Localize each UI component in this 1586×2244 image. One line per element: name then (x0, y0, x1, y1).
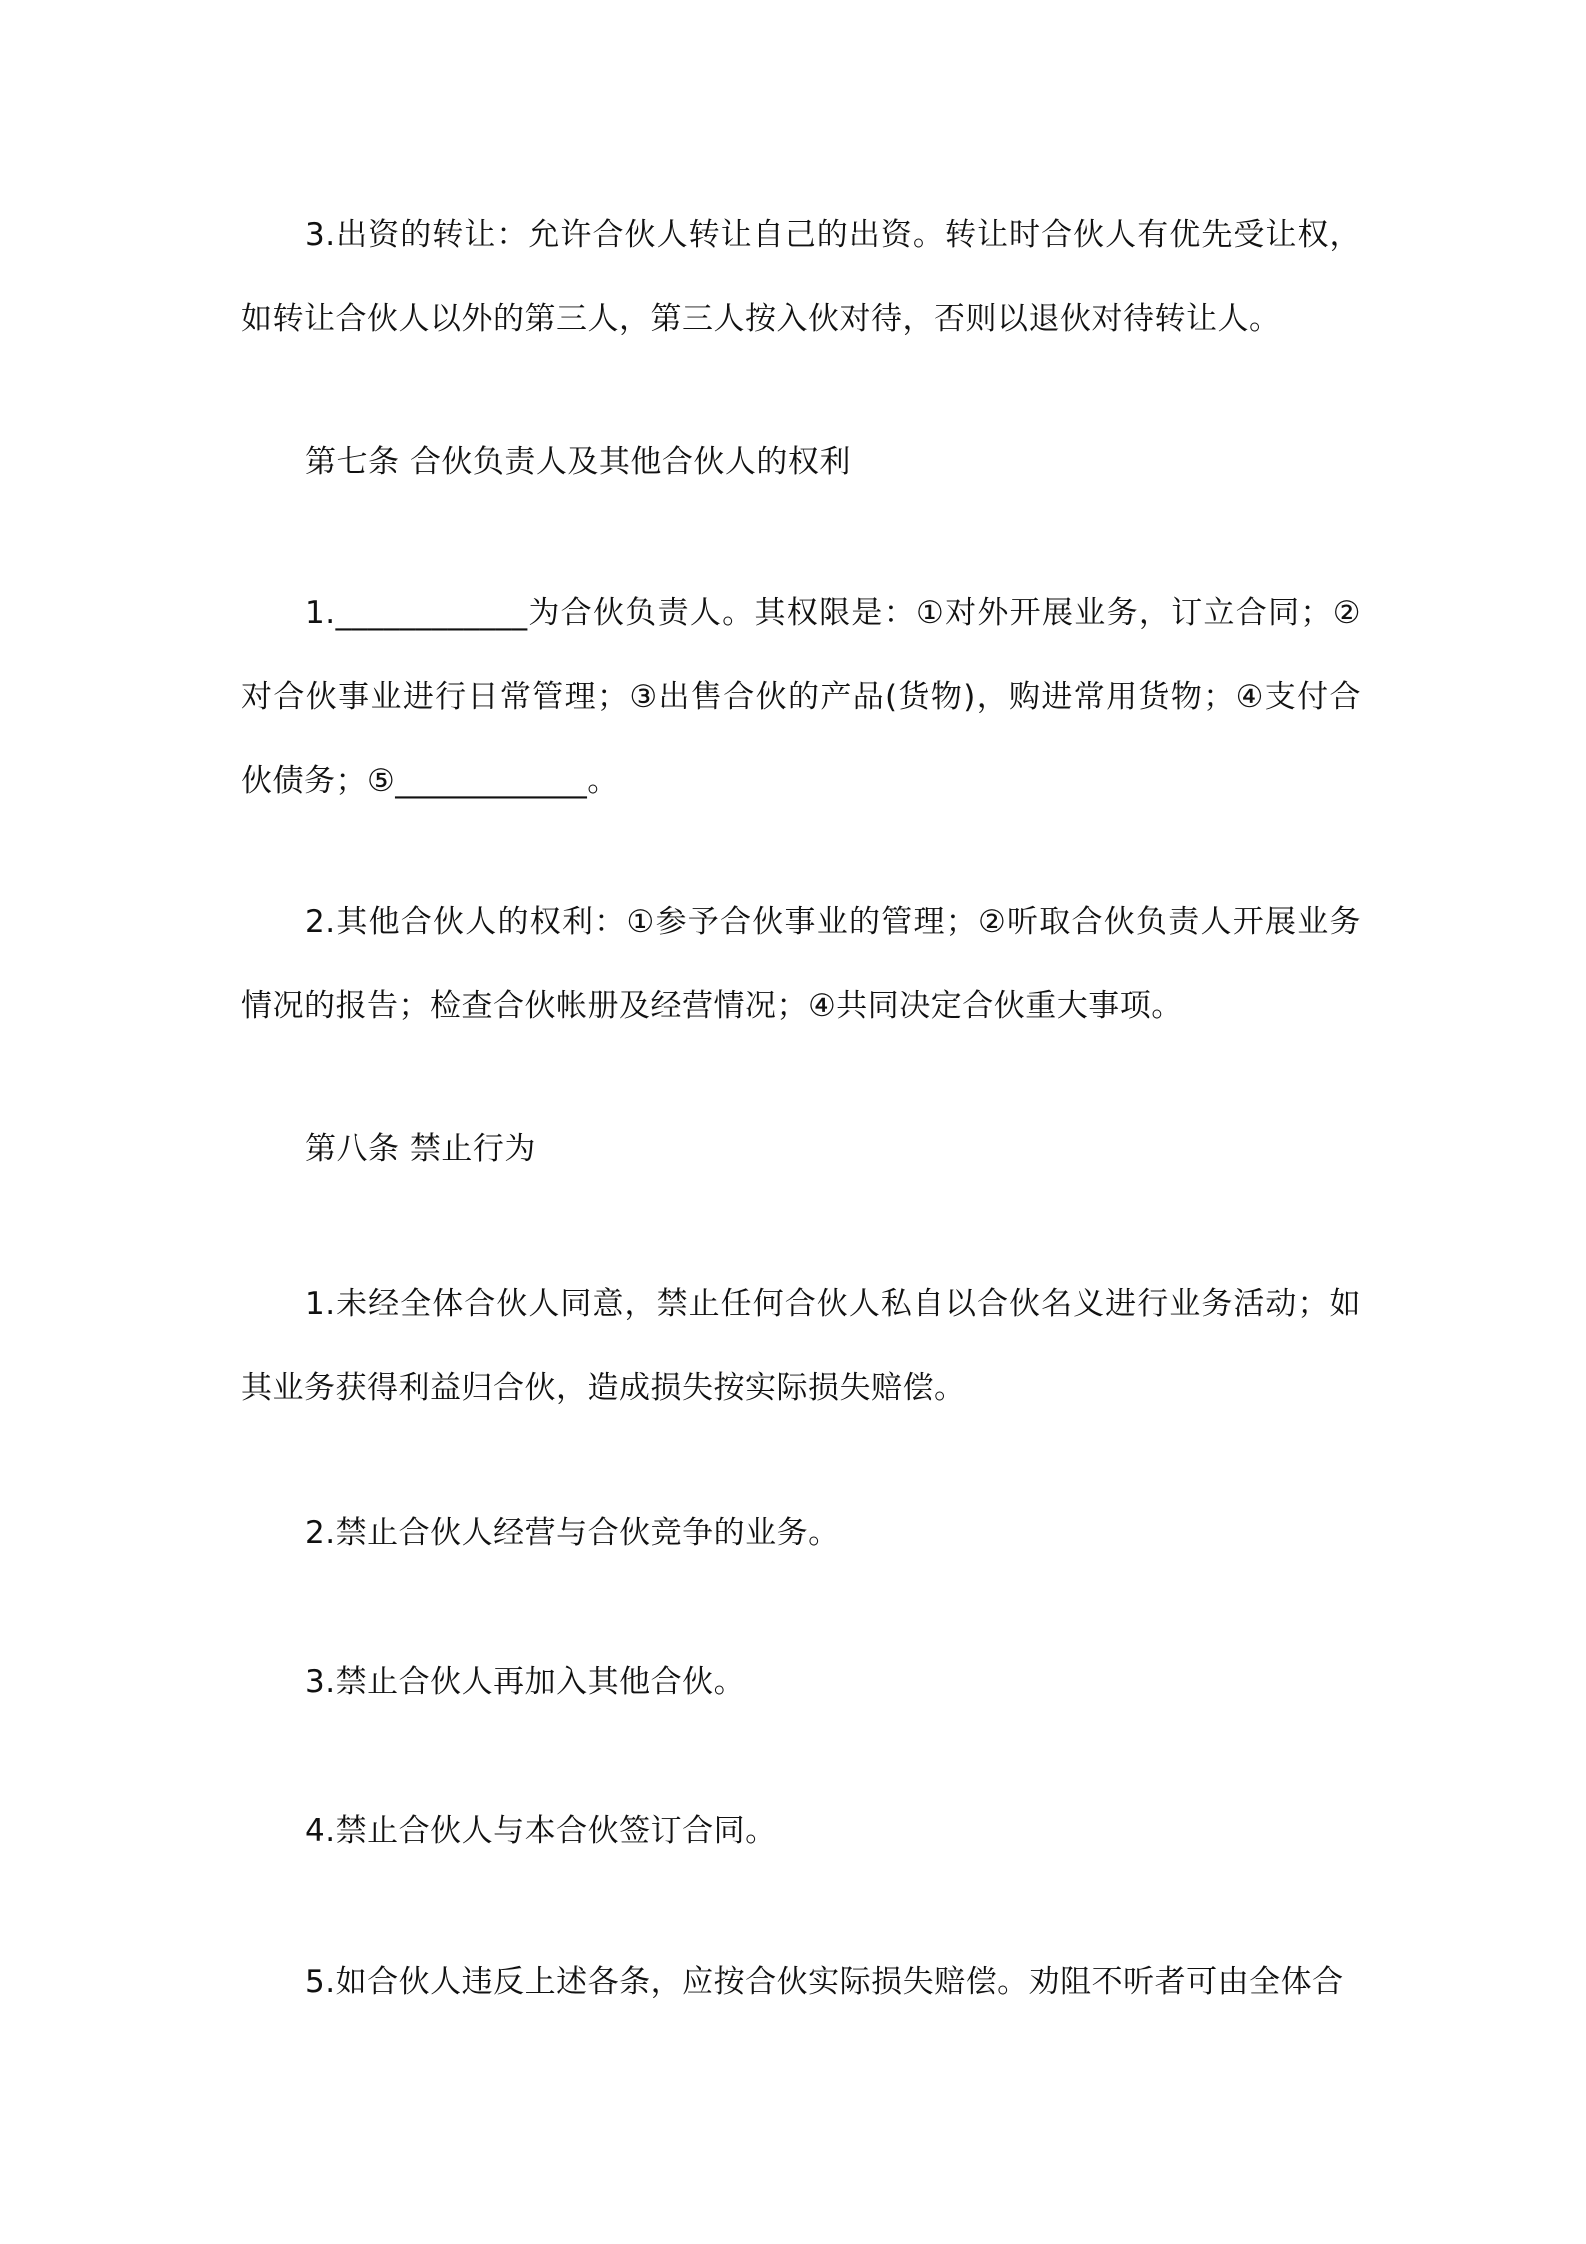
clause-8-item-3: 3.禁止合伙人再加入其他合伙。 (305, 1664, 746, 1700)
clause-6-item-3: 3.出资的转让：允许合伙人转让自己的出资。转让时合伙人有优先受让权，如转让合伙人以外的第三人，第三人按入伙对待，否则以退伙对待转让人。 (241, 217, 1361, 337)
clause-8-item-2: 2.禁止合伙人经营与合伙竞争的业务。 (305, 1515, 840, 1551)
clause-7-item-2: 2.其他合伙人的权利：①参予合伙事业的管理；②听取合伙负责人开展业务情况的报告；检查合伙帐册及经营情况；④共同决定合伙重大事项。 (241, 904, 1361, 1024)
clause-7-item-1: 1.____________为合伙负责人。其权限是：①对外开展业务，订立合同；②对合伙事业进行日常管理；③出售合伙的产品(货物)，购进常用货物；④支付合伙债务；⑤____________。 (241, 595, 1361, 799)
clause-7-heading: 第七条 合伙负责人及其他合伙人的权利 (305, 444, 851, 480)
clause-8-heading: 第八条 禁止行为 (305, 1131, 536, 1167)
clause-8-item-1: 1.未经全体合伙人同意，禁止任何合伙人私自以合伙名义进行业务活动；如其业务获得利益归合伙，造成损失按实际损失赔偿。 (241, 1286, 1361, 1406)
clause-8-item-4: 4.禁止合伙人与本合伙签订合同。 (305, 1813, 777, 1849)
clause-8-item-5: 5.如合伙人违反上述各条，应按合伙实际损失赔偿。劝阻不听者可由全体合 (305, 1964, 1344, 2000)
